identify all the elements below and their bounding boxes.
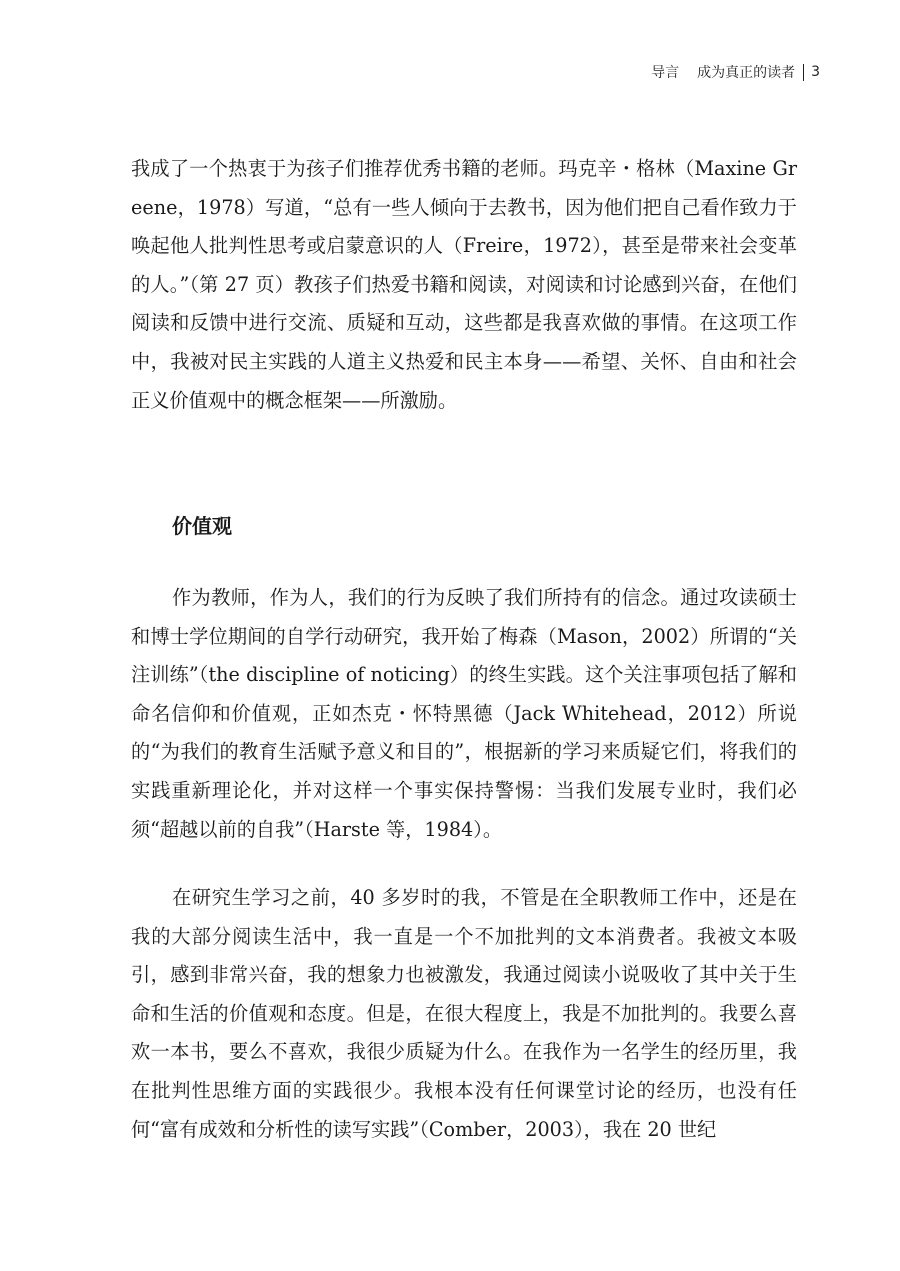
paragraph-values: 作为教师，作为人，我们的行为反映了我们所持有的信念。通过攻读硕士和博士学位期间的自学行动研究，我开始了梅森（Mason，2002）所谓的“关注训练”（the discipline of noticing）的终生实践。这个关注事项包括了解和命名信仰和价值观，正如杰克・怀特黑德（Jack Whitehead，2012）所说的“为我们的教育生活赋予意义和目的”，根据新的学习来质疑它们，将我们的实践重新理论化，并对这样一个事实保持警惕：当我们发展专业时，我们必须“超越以前的自我”（Harste 等，1984）。 (131, 586, 797, 841)
header-divider (803, 64, 804, 81)
running-header (651, 62, 820, 82)
paragraph-graduate-study: 在研究生学习之前，40 多岁时的我，不管是在全职教师工作中，还是在我的大部分阅读生活中，我一直是一个不加批判的文本消费者。我被文本吸引，感到非常兴奋，我的想象力也被激发，我通过阅读小说吸收了其中关于生命和生活的价值观和态度。但是，在很大程度上，我是不加批判的。我要么喜欢一本书，要么不喜欢，我很少质疑为什么。在我作为一名学生的经历里，我在批判性思维方面的实践很少。我根本没有任何课堂讨论的经历，也没有任何“富有成效和分析性的读写实践”（Comber，2003），我在 20 世纪 (131, 886, 797, 1141)
header-chapter: 导言 (651, 65, 680, 81)
header-title: 成为真正的读者 (697, 65, 796, 81)
section-heading: 价值观 (172, 514, 232, 538)
paragraph-intro: 我成了一个热衷于为孩子们推荐优秀书籍的老师。玛克辛・格林（Maxine Greene，1978）写道，“总有一些人倾向于去教书，因为他们把自己看作致力于唤起他人批判性思考或启蒙意识的人（Freire，1972），甚至是带来社会变革的人。”（第 27 页）教孩子们热爱书籍和阅读，对阅读和讨论感到兴奋，在他们阅读和反馈中进行交流、质疑和互动，这些都是我喜欢做的事情。在这项工作中，我被对民主实践的人道主义热爱和民主本身——希望、关怀、自由和社会正义价值观中的概念框架——所激励。 (131, 157, 797, 412)
page-number: 3 (811, 64, 820, 80)
